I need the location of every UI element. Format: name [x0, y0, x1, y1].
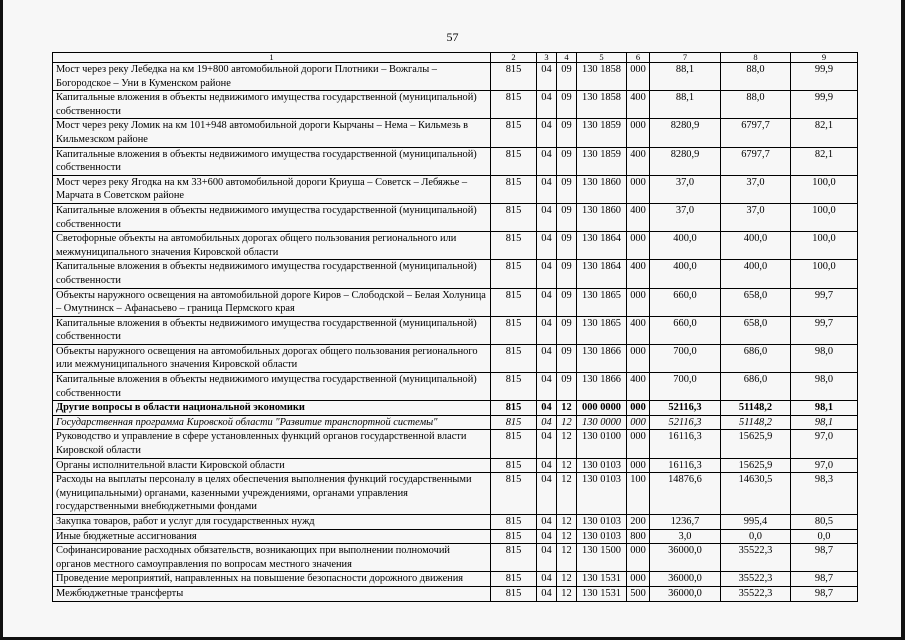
admin-code-cell: 815: [491, 373, 537, 401]
subsection-cell: 09: [557, 175, 577, 203]
subsection-cell: 09: [557, 316, 577, 344]
target-article-cell: 130 1864: [577, 232, 627, 260]
expense-type-cell: 000: [627, 119, 650, 147]
table-row: [53, 401, 858, 416]
execution-percent-cell: 100,0: [791, 232, 858, 260]
admin-code-cell: 815: [491, 529, 537, 544]
admin-code-cell: 815: [491, 260, 537, 288]
scan-border-right: [901, 0, 905, 640]
executed-amount-cell: 6797,7: [721, 147, 791, 175]
table-row: [53, 260, 858, 288]
executed-amount-cell: 15625,9: [721, 458, 791, 473]
execution-percent-cell: 97,0: [791, 430, 858, 458]
table-row: [53, 316, 858, 344]
execution-percent-cell: 98,3: [791, 473, 858, 515]
section-cell: 04: [537, 373, 557, 401]
target-article-cell: 130 0103: [577, 473, 627, 515]
section-cell: 04: [537, 232, 557, 260]
executed-amount-cell: 37,0: [721, 175, 791, 203]
executed-amount-cell: 35522,3: [721, 586, 791, 601]
row-name-cell: Другие вопросы в области национальной экономики: [53, 401, 491, 416]
planned-amount-cell: 1236,7: [650, 515, 721, 530]
target-article-cell: 130 1531: [577, 586, 627, 601]
section-cell: 04: [537, 473, 557, 515]
row-name-cell: Капитальные вложения в объекты недвижимого имущества государственной (муниципальной) собственности: [53, 147, 491, 175]
row-name-cell: Мост через реку Ломик на км 101+948 автомобильной дороги Кырчаны – Нема – Кильмезь в Кильмезском районе: [53, 119, 491, 147]
column-number-header: 1: [53, 53, 491, 63]
executed-amount-cell: 35522,3: [721, 572, 791, 587]
expense-type-cell: 500: [627, 586, 650, 601]
execution-percent-cell: 99,9: [791, 63, 858, 91]
row-name-cell: Капитальные вложения в объекты недвижимого имущества государственной (муниципальной) собственности: [53, 316, 491, 344]
executed-amount-cell: 35522,3: [721, 544, 791, 572]
row-name-cell: Капитальные вложения в объекты недвижимого имущества государственной (муниципальной) собственности: [53, 203, 491, 231]
expense-type-cell: 000: [627, 63, 650, 91]
expense-type-cell: 000: [627, 430, 650, 458]
execution-percent-cell: 98,7: [791, 572, 858, 587]
row-name-cell: Капитальные вложения в объекты недвижимого имущества государственной (муниципальной) собственности: [53, 91, 491, 119]
execution-percent-cell: 80,5: [791, 515, 858, 530]
execution-percent-cell: 100,0: [791, 260, 858, 288]
table-row: [53, 415, 858, 430]
row-name-cell: Капитальные вложения в объекты недвижимого имущества государственной (муниципальной) собственности: [53, 260, 491, 288]
target-article-cell: 130 1531: [577, 572, 627, 587]
table-row: [53, 572, 858, 587]
row-name-cell: Мост через реку Лебедка на км 19+800 автомобильной дороги Плотники – Вожгалы – Богородское – Уни в Куменском районе: [53, 63, 491, 91]
target-article-cell: 130 1859: [577, 119, 627, 147]
execution-percent-cell: 100,0: [791, 175, 858, 203]
admin-code-cell: 815: [491, 401, 537, 416]
section-cell: 04: [537, 529, 557, 544]
column-number-row: [53, 53, 858, 63]
table-row: [53, 147, 858, 175]
column-number-header: 3: [537, 53, 557, 63]
planned-amount-cell: 3,0: [650, 529, 721, 544]
admin-code-cell: 815: [491, 232, 537, 260]
executed-amount-cell: 6797,7: [721, 119, 791, 147]
subsection-cell: 09: [557, 91, 577, 119]
subsection-cell: 12: [557, 415, 577, 430]
planned-amount-cell: 37,0: [650, 203, 721, 231]
planned-amount-cell: 16116,3: [650, 458, 721, 473]
planned-amount-cell: 52116,3: [650, 401, 721, 416]
expense-type-cell: 000: [627, 288, 650, 316]
table-row: [53, 586, 858, 601]
row-name-cell: Межбюджетные трансферты: [53, 586, 491, 601]
executed-amount-cell: 51148,2: [721, 401, 791, 416]
table-row: [53, 119, 858, 147]
admin-code-cell: 815: [491, 91, 537, 119]
target-article-cell: 130 0103: [577, 529, 627, 544]
table-row: [53, 288, 858, 316]
target-article-cell: 130 0103: [577, 515, 627, 530]
expense-type-cell: 400: [627, 316, 650, 344]
subsection-cell: 12: [557, 515, 577, 530]
section-cell: 04: [537, 119, 557, 147]
column-number-header: 2: [491, 53, 537, 63]
row-name-cell: Объекты наружного освещения на автомобильной дороге Киров – Слободской – Белая Холуница – Омутнинск – Афанасьево – граница Пермского края: [53, 288, 491, 316]
subsection-cell: 09: [557, 373, 577, 401]
planned-amount-cell: 700,0: [650, 344, 721, 372]
admin-code-cell: 815: [491, 147, 537, 175]
execution-percent-cell: 98,0: [791, 344, 858, 372]
admin-code-cell: 815: [491, 544, 537, 572]
planned-amount-cell: 14876,6: [650, 473, 721, 515]
subsection-cell: 12: [557, 544, 577, 572]
page-number: 57: [446, 30, 459, 44]
executed-amount-cell: 51148,2: [721, 415, 791, 430]
planned-amount-cell: 36000,0: [650, 544, 721, 572]
table-row: [53, 430, 858, 458]
execution-percent-cell: 82,1: [791, 119, 858, 147]
expense-type-cell: 000: [627, 544, 650, 572]
target-article-cell: 130 1864: [577, 260, 627, 288]
column-number-header: 8: [721, 53, 791, 63]
planned-amount-cell: 88,1: [650, 91, 721, 119]
section-cell: 04: [537, 203, 557, 231]
admin-code-cell: 815: [491, 586, 537, 601]
admin-code-cell: 815: [491, 203, 537, 231]
execution-percent-cell: 0,0: [791, 529, 858, 544]
section-cell: 04: [537, 572, 557, 587]
section-cell: 04: [537, 260, 557, 288]
column-number-header: 7: [650, 53, 721, 63]
row-name-cell: Расходы на выплаты персоналу в целях обеспечения выполнения функций государственными (муниципальными) органами, казенными учреждениями, органами управления государственными внебюджетными фондами: [53, 473, 491, 515]
expense-type-cell: 000: [627, 458, 650, 473]
execution-percent-cell: 98,7: [791, 544, 858, 572]
executed-amount-cell: 14630,5: [721, 473, 791, 515]
executed-amount-cell: 658,0: [721, 288, 791, 316]
planned-amount-cell: 8280,9: [650, 147, 721, 175]
subsection-cell: 12: [557, 401, 577, 416]
executed-amount-cell: 37,0: [721, 203, 791, 231]
admin-code-cell: 815: [491, 175, 537, 203]
planned-amount-cell: 16116,3: [650, 430, 721, 458]
execution-percent-cell: 99,9: [791, 91, 858, 119]
column-number-header: 9: [791, 53, 858, 63]
execution-percent-cell: 99,7: [791, 288, 858, 316]
column-number-header: 6: [627, 53, 650, 63]
execution-percent-cell: 97,0: [791, 458, 858, 473]
subsection-cell: 09: [557, 63, 577, 91]
scan-border-left: [0, 0, 3, 640]
table-row: [53, 544, 858, 572]
section-cell: 04: [537, 147, 557, 175]
subsection-cell: 12: [557, 458, 577, 473]
expense-type-cell: 400: [627, 203, 650, 231]
subsection-cell: 12: [557, 572, 577, 587]
section-cell: 04: [537, 401, 557, 416]
section-cell: 04: [537, 63, 557, 91]
subsection-cell: 09: [557, 203, 577, 231]
section-cell: 04: [537, 91, 557, 119]
row-name-cell: Софинансирование расходных обязательств, возникающих при выполнении полномочий органов местного самоуправления по вопросам местного значения: [53, 544, 491, 572]
row-name-cell: Проведение мероприятий, направленных на повышение безопасности дорожного движения: [53, 572, 491, 587]
subsection-cell: 09: [557, 119, 577, 147]
execution-percent-cell: 100,0: [791, 203, 858, 231]
section-cell: 04: [537, 316, 557, 344]
admin-code-cell: 815: [491, 63, 537, 91]
executed-amount-cell: 15625,9: [721, 430, 791, 458]
target-article-cell: 130 1865: [577, 316, 627, 344]
section-cell: 04: [537, 586, 557, 601]
planned-amount-cell: 36000,0: [650, 586, 721, 601]
target-article-cell: 130 1860: [577, 175, 627, 203]
table-row: [53, 373, 858, 401]
row-name-cell: Государственная программа Кировской области "Развитие транспортной системы": [53, 415, 491, 430]
expense-type-cell: 000: [627, 572, 650, 587]
expense-type-cell: 400: [627, 91, 650, 119]
expense-type-cell: 800: [627, 529, 650, 544]
section-cell: 04: [537, 415, 557, 430]
table-row: [53, 458, 858, 473]
planned-amount-cell: 660,0: [650, 316, 721, 344]
section-cell: 04: [537, 288, 557, 316]
row-name-cell: Мост через реку Ягодка на км 33+600 автомобильной дороги Криуша – Советск – Лебяжье – Марчата в Советском районе: [53, 175, 491, 203]
execution-percent-cell: 98,1: [791, 415, 858, 430]
expense-type-cell: 000: [627, 344, 650, 372]
planned-amount-cell: 36000,0: [650, 572, 721, 587]
table-row: [53, 473, 858, 515]
admin-code-cell: 815: [491, 316, 537, 344]
table-row: [53, 91, 858, 119]
admin-code-cell: 815: [491, 119, 537, 147]
target-article-cell: 130 0100: [577, 430, 627, 458]
executed-amount-cell: 658,0: [721, 316, 791, 344]
table-row: [53, 175, 858, 203]
expense-type-cell: 000: [627, 401, 650, 416]
expense-type-cell: 400: [627, 147, 650, 175]
target-article-cell: 130 1860: [577, 203, 627, 231]
admin-code-cell: 815: [491, 415, 537, 430]
section-cell: 04: [537, 430, 557, 458]
planned-amount-cell: 700,0: [650, 373, 721, 401]
admin-code-cell: 815: [491, 344, 537, 372]
planned-amount-cell: 8280,9: [650, 119, 721, 147]
target-article-cell: 130 1866: [577, 373, 627, 401]
row-name-cell: Руководство и управление в сфере установленных функций органов государственной власти Кировской области: [53, 430, 491, 458]
executed-amount-cell: 400,0: [721, 232, 791, 260]
subsection-cell: 12: [557, 430, 577, 458]
row-name-cell: Капитальные вложения в объекты недвижимого имущества государственной (муниципальной) собственности: [53, 373, 491, 401]
table-row: [53, 63, 858, 91]
admin-code-cell: 815: [491, 473, 537, 515]
table-row: [53, 232, 858, 260]
execution-percent-cell: 98,0: [791, 373, 858, 401]
planned-amount-cell: 88,1: [650, 63, 721, 91]
table-row: [53, 529, 858, 544]
expense-type-cell: 000: [627, 175, 650, 203]
planned-amount-cell: 660,0: [650, 288, 721, 316]
target-article-cell: 130 1858: [577, 91, 627, 119]
target-article-cell: 000 0000: [577, 401, 627, 416]
executed-amount-cell: 88,0: [721, 91, 791, 119]
expense-type-cell: 000: [627, 232, 650, 260]
admin-code-cell: 815: [491, 458, 537, 473]
expense-type-cell: 100: [627, 473, 650, 515]
column-number-header: 5: [577, 53, 627, 63]
target-article-cell: 130 1858: [577, 63, 627, 91]
row-name-cell: Светофорные объекты на автомобильных дорогах общего пользования регионального или межмуниципального значения Кировской области: [53, 232, 491, 260]
expense-type-cell: 000: [627, 415, 650, 430]
admin-code-cell: 815: [491, 515, 537, 530]
section-cell: 04: [537, 515, 557, 530]
subsection-cell: 09: [557, 147, 577, 175]
subsection-cell: 09: [557, 288, 577, 316]
row-name-cell: Закупка товаров, работ и услуг для государственных нужд: [53, 515, 491, 530]
target-article-cell: 130 0103: [577, 458, 627, 473]
subsection-cell: 12: [557, 529, 577, 544]
section-cell: 04: [537, 458, 557, 473]
target-article-cell: 130 1866: [577, 344, 627, 372]
executed-amount-cell: 88,0: [721, 63, 791, 91]
table-body: [53, 63, 858, 602]
row-name-cell: Объекты наружного освещения на автомобильных дорогах общего пользования регионального или межмуниципального значения Кировской области: [53, 344, 491, 372]
column-number-header: 4: [557, 53, 577, 63]
subsection-cell: 12: [557, 586, 577, 601]
planned-amount-cell: 400,0: [650, 260, 721, 288]
planned-amount-cell: 37,0: [650, 175, 721, 203]
target-article-cell: 130 1865: [577, 288, 627, 316]
executed-amount-cell: 686,0: [721, 344, 791, 372]
subsection-cell: 09: [557, 232, 577, 260]
section-cell: 04: [537, 175, 557, 203]
execution-percent-cell: 98,7: [791, 586, 858, 601]
table-row: [53, 344, 858, 372]
target-article-cell: 130 1859: [577, 147, 627, 175]
execution-percent-cell: 98,1: [791, 401, 858, 416]
executed-amount-cell: 995,4: [721, 515, 791, 530]
subsection-cell: 12: [557, 473, 577, 515]
execution-percent-cell: 82,1: [791, 147, 858, 175]
table-row: [53, 515, 858, 530]
subsection-cell: 09: [557, 344, 577, 372]
admin-code-cell: 815: [491, 430, 537, 458]
expense-type-cell: 400: [627, 260, 650, 288]
table-row: [53, 203, 858, 231]
target-article-cell: 130 1500: [577, 544, 627, 572]
planned-amount-cell: 400,0: [650, 232, 721, 260]
row-name-cell: Органы исполнительной власти Кировской области: [53, 458, 491, 473]
executed-amount-cell: 400,0: [721, 260, 791, 288]
budget-table: [52, 52, 858, 602]
section-cell: 04: [537, 544, 557, 572]
execution-percent-cell: 99,7: [791, 316, 858, 344]
admin-code-cell: 815: [491, 288, 537, 316]
expense-type-cell: 400: [627, 373, 650, 401]
executed-amount-cell: 0,0: [721, 529, 791, 544]
row-name-cell: Иные бюджетные ассигнования: [53, 529, 491, 544]
planned-amount-cell: 52116,3: [650, 415, 721, 430]
section-cell: 04: [537, 344, 557, 372]
subsection-cell: 09: [557, 260, 577, 288]
executed-amount-cell: 686,0: [721, 373, 791, 401]
target-article-cell: 130 0000: [577, 415, 627, 430]
expense-type-cell: 200: [627, 515, 650, 530]
admin-code-cell: 815: [491, 572, 537, 587]
